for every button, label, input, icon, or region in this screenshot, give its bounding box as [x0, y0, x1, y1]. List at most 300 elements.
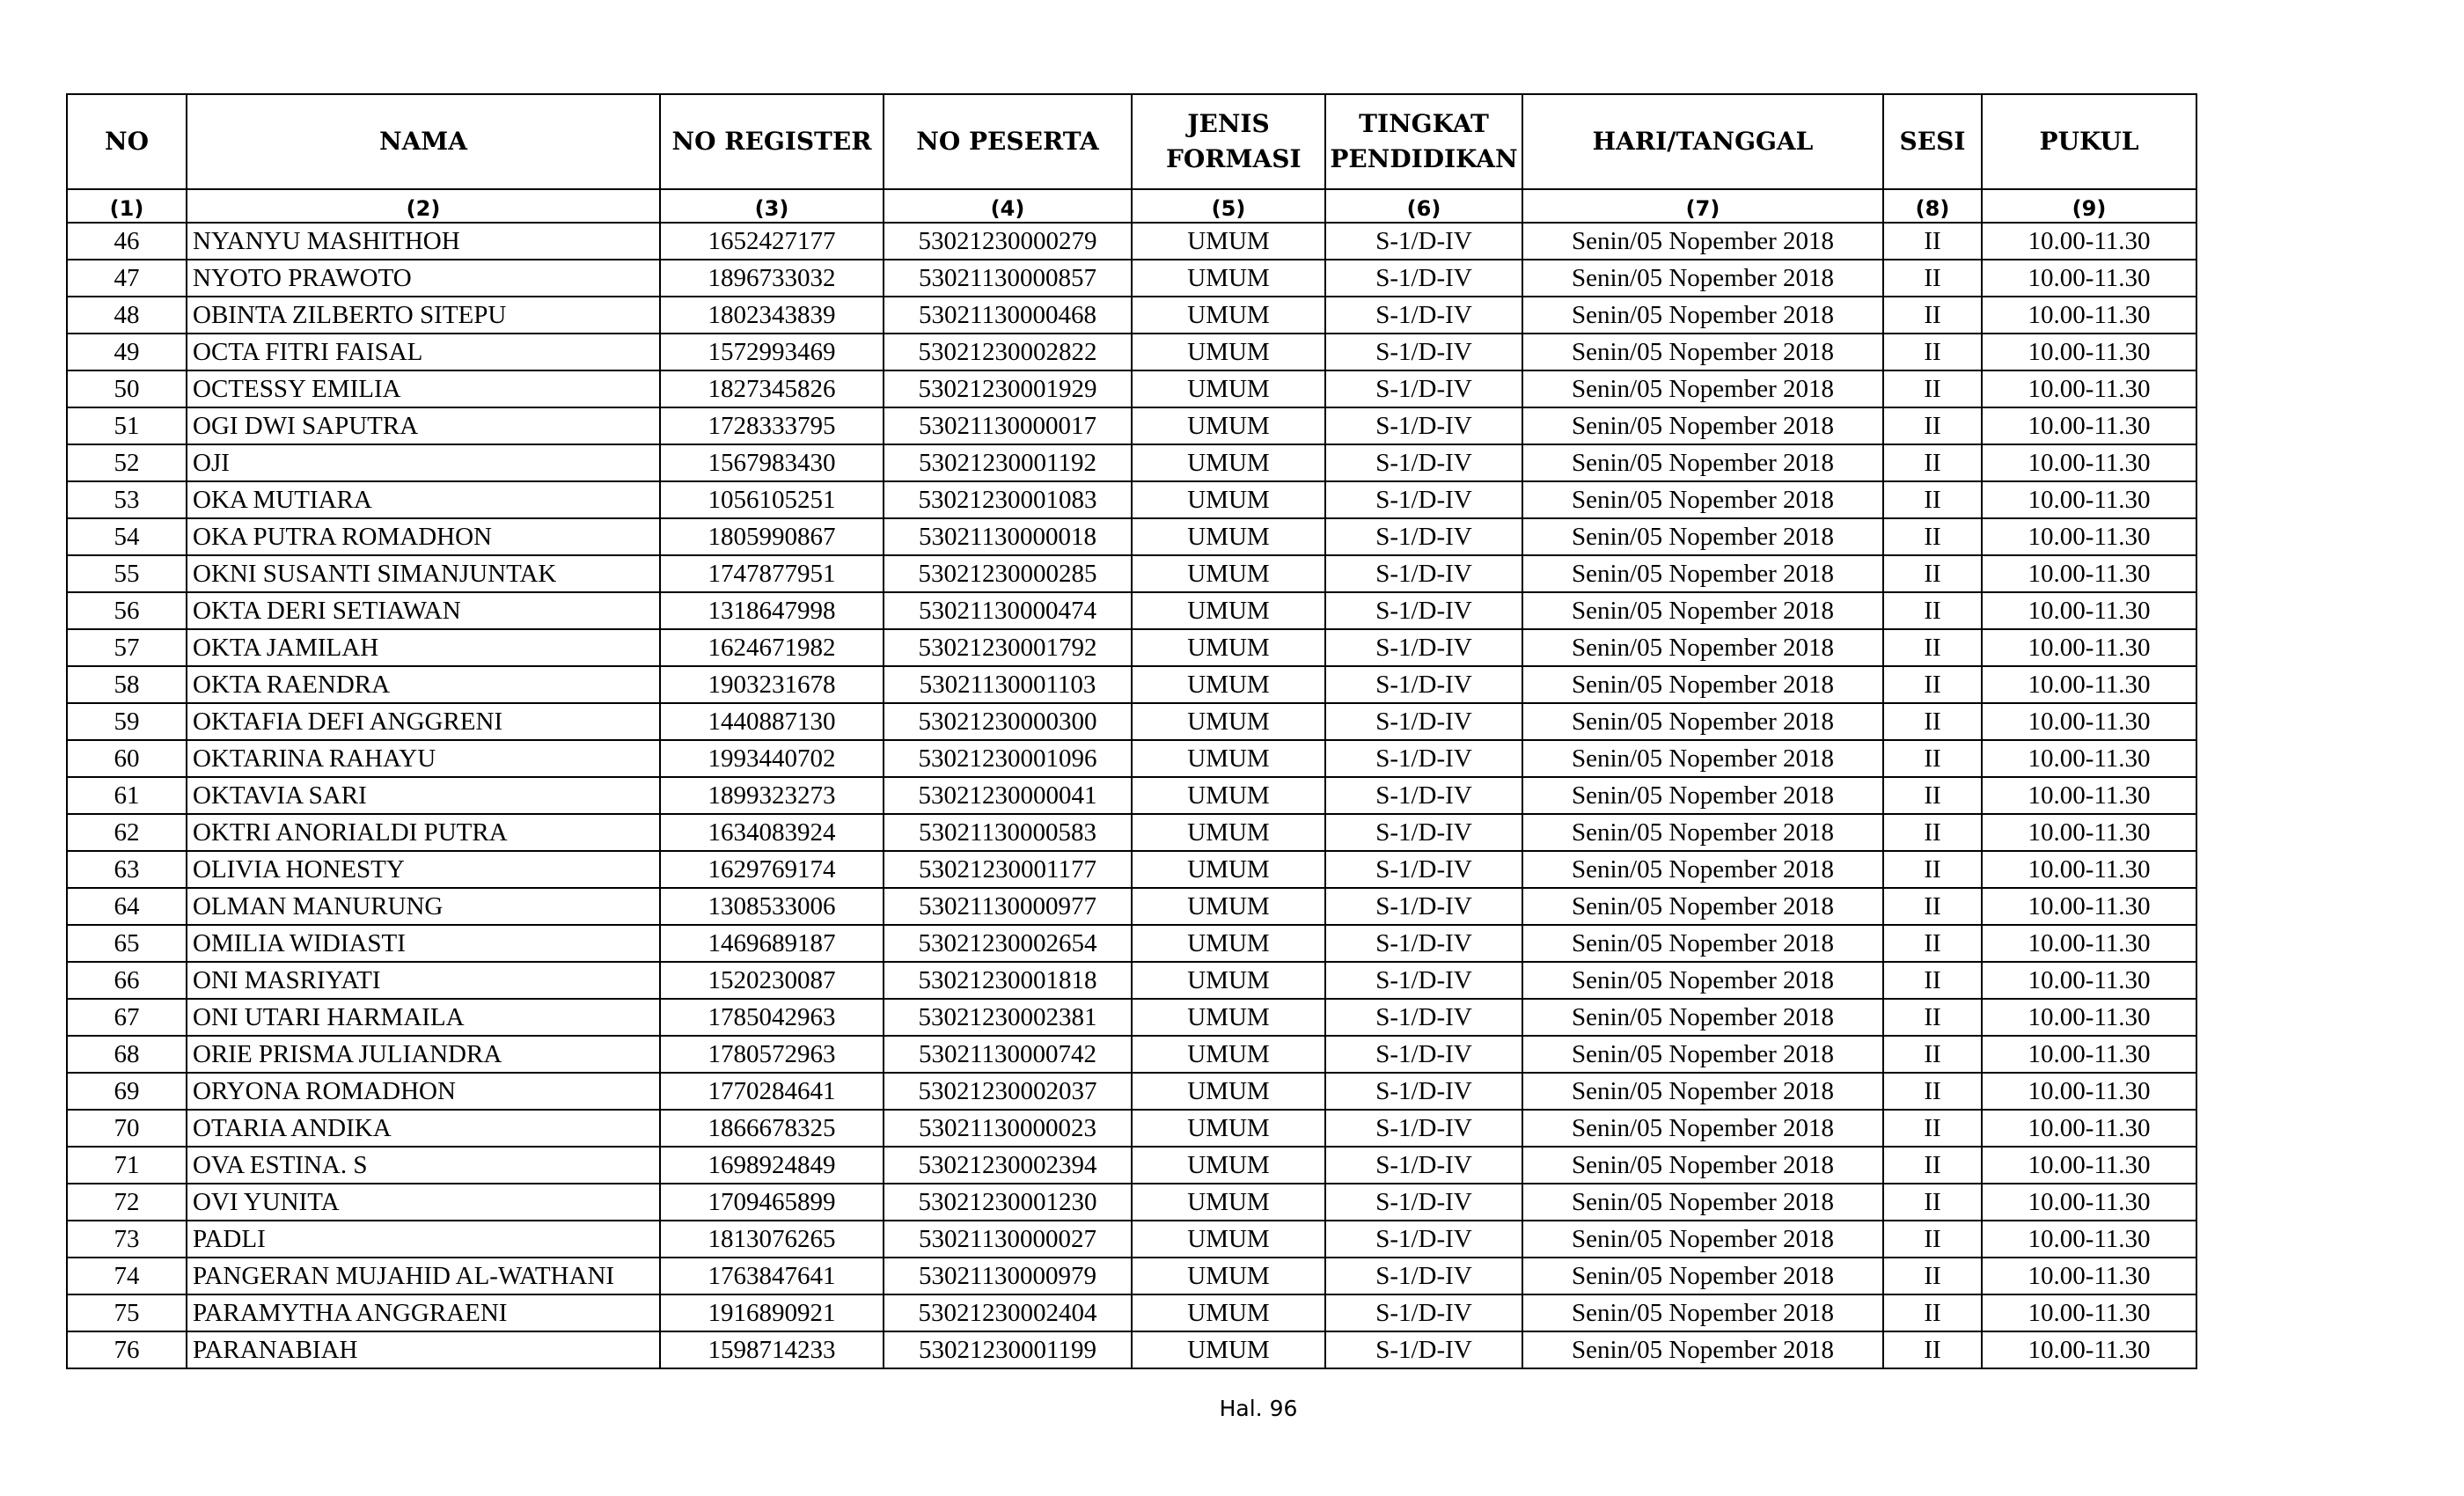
- cell-no: 50: [67, 370, 187, 407]
- cell-jenis-formasi: UMUM: [1132, 1294, 1325, 1331]
- cell-no-register: 1916890921: [660, 1294, 884, 1331]
- cell-jenis-formasi: UMUM: [1132, 260, 1325, 297]
- cell-nama: OKA MUTIARA: [187, 481, 660, 518]
- table-row: [67, 851, 2196, 888]
- column-number: (1): [67, 189, 187, 223]
- table-row: [67, 1221, 2196, 1258]
- page-number: Hal. 96: [1219, 1396, 1298, 1421]
- cell-tingkat-pendidikan: S-1/D-IV: [1325, 1294, 1522, 1331]
- cell-no: 76: [67, 1331, 187, 1368]
- header-hari-tanggal: HARI/TANGGAL: [1522, 94, 1883, 189]
- cell-hari-tanggal: Senin/05 Nopember 2018: [1522, 962, 1883, 999]
- cell-jenis-formasi: UMUM: [1132, 1184, 1325, 1221]
- cell-no-peserta: 53021230000300: [884, 703, 1132, 740]
- table-row: [67, 444, 2196, 481]
- cell-sesi: II: [1883, 814, 1982, 851]
- cell-pukul: 10.00-11.30: [1982, 444, 2196, 481]
- cell-sesi: II: [1883, 592, 1982, 629]
- cell-no-register: 1318647998: [660, 592, 884, 629]
- cell-no: 61: [67, 777, 187, 814]
- cell-pukul: 10.00-11.30: [1982, 407, 2196, 444]
- cell-no-peserta: 53021230001929: [884, 370, 1132, 407]
- cell-sesi: II: [1883, 1147, 1982, 1184]
- table-row: [67, 297, 2196, 334]
- cell-jenis-formasi: UMUM: [1132, 592, 1325, 629]
- cell-hari-tanggal: Senin/05 Nopember 2018: [1522, 629, 1883, 666]
- cell-no-peserta: 53021130000027: [884, 1221, 1132, 1258]
- cell-no-register: 1899323273: [660, 777, 884, 814]
- cell-hari-tanggal: Senin/05 Nopember 2018: [1522, 297, 1883, 334]
- cell-hari-tanggal: Senin/05 Nopember 2018: [1522, 1294, 1883, 1331]
- cell-sesi: II: [1883, 1331, 1982, 1368]
- cell-sesi: II: [1883, 777, 1982, 814]
- cell-no: 48: [67, 297, 187, 334]
- cell-no-peserta: 53021230001792: [884, 629, 1132, 666]
- cell-sesi: II: [1883, 999, 1982, 1036]
- cell-hari-tanggal: Senin/05 Nopember 2018: [1522, 999, 1883, 1036]
- cell-no: 56: [67, 592, 187, 629]
- cell-no: 58: [67, 666, 187, 703]
- cell-pukul: 10.00-11.30: [1982, 999, 2196, 1036]
- cell-hari-tanggal: Senin/05 Nopember 2018: [1522, 1258, 1883, 1294]
- table-row: [67, 999, 2196, 1036]
- cell-nama: PANGERAN MUJAHID AL-WATHANI: [187, 1258, 660, 1294]
- cell-tingkat-pendidikan: S-1/D-IV: [1325, 666, 1522, 703]
- table-body: [67, 223, 2196, 1368]
- cell-no-peserta: 53021130000742: [884, 1036, 1132, 1073]
- cell-pukul: 10.00-11.30: [1982, 1147, 2196, 1184]
- cell-tingkat-pendidikan: S-1/D-IV: [1325, 223, 1522, 260]
- cell-no-register: 1993440702: [660, 740, 884, 777]
- cell-nama: OKTAFIA DEFI ANGGRENI: [187, 703, 660, 740]
- header-no-register: NO REGISTER: [660, 94, 884, 189]
- cell-no: 51: [67, 407, 187, 444]
- cell-no-peserta: 53021230001230: [884, 1184, 1132, 1221]
- cell-pukul: 10.00-11.30: [1982, 1294, 2196, 1331]
- header-jenis-formasi: JENIS FORMASI: [1132, 94, 1325, 189]
- cell-nama: ORIE PRISMA JULIANDRA: [187, 1036, 660, 1073]
- cell-nama: OKTRI ANORIALDI PUTRA: [187, 814, 660, 851]
- cell-pukul: 10.00-11.30: [1982, 740, 2196, 777]
- cell-no-peserta: 53021230001818: [884, 962, 1132, 999]
- cell-hari-tanggal: Senin/05 Nopember 2018: [1522, 223, 1883, 260]
- table-row: [67, 407, 2196, 444]
- cell-sesi: II: [1883, 1221, 1982, 1258]
- cell-no: 60: [67, 740, 187, 777]
- cell-no-peserta: 53021130000018: [884, 518, 1132, 555]
- column-number: (2): [187, 189, 660, 223]
- cell-jenis-formasi: UMUM: [1132, 962, 1325, 999]
- column-number: (4): [884, 189, 1132, 223]
- column-number-row: [67, 189, 2196, 223]
- column-number: (6): [1325, 189, 1522, 223]
- cell-no-register: 1709465899: [660, 1184, 884, 1221]
- cell-hari-tanggal: Senin/05 Nopember 2018: [1522, 666, 1883, 703]
- table-row: [67, 1331, 2196, 1368]
- table-row: [67, 1147, 2196, 1184]
- cell-no-register: 1598714233: [660, 1331, 884, 1368]
- cell-no-peserta: 53021230001096: [884, 740, 1132, 777]
- cell-pukul: 10.00-11.30: [1982, 297, 2196, 334]
- cell-pukul: 10.00-11.30: [1982, 666, 2196, 703]
- table-row: [67, 629, 2196, 666]
- cell-no-register: 1866678325: [660, 1110, 884, 1147]
- cell-nama: OTARIA ANDIKA: [187, 1110, 660, 1147]
- cell-nama: PARAMYTHA ANGGRAENI: [187, 1294, 660, 1331]
- cell-no-register: 1802343839: [660, 297, 884, 334]
- table-row: [67, 666, 2196, 703]
- table-row: [67, 223, 2196, 260]
- cell-no: 74: [67, 1258, 187, 1294]
- table-row: [67, 888, 2196, 925]
- table-row: [67, 555, 2196, 592]
- cell-tingkat-pendidikan: S-1/D-IV: [1325, 740, 1522, 777]
- cell-no-peserta: 53021130000857: [884, 260, 1132, 297]
- cell-pukul: 10.00-11.30: [1982, 334, 2196, 370]
- cell-no: 47: [67, 260, 187, 297]
- cell-no-peserta: 53021130000468: [884, 297, 1132, 334]
- cell-no-register: 1780572963: [660, 1036, 884, 1073]
- cell-nama: OKNI SUSANTI SIMANJUNTAK: [187, 555, 660, 592]
- cell-tingkat-pendidikan: S-1/D-IV: [1325, 1331, 1522, 1368]
- cell-tingkat-pendidikan: S-1/D-IV: [1325, 260, 1522, 297]
- cell-no-peserta: 53021130000977: [884, 888, 1132, 925]
- cell-tingkat-pendidikan: S-1/D-IV: [1325, 925, 1522, 962]
- cell-nama: OKTA JAMILAH: [187, 629, 660, 666]
- cell-no: 59: [67, 703, 187, 740]
- cell-jenis-formasi: UMUM: [1132, 1147, 1325, 1184]
- header-sesi: SESI: [1883, 94, 1982, 189]
- cell-jenis-formasi: UMUM: [1132, 481, 1325, 518]
- cell-no-peserta: 53021230001177: [884, 851, 1132, 888]
- cell-no-register: 1827345826: [660, 370, 884, 407]
- cell-no-register: 1698924849: [660, 1147, 884, 1184]
- cell-jenis-formasi: UMUM: [1132, 1036, 1325, 1073]
- cell-jenis-formasi: UMUM: [1132, 629, 1325, 666]
- cell-jenis-formasi: UMUM: [1132, 851, 1325, 888]
- cell-no: 54: [67, 518, 187, 555]
- cell-hari-tanggal: Senin/05 Nopember 2018: [1522, 334, 1883, 370]
- cell-no: 66: [67, 962, 187, 999]
- table-row: [67, 777, 2196, 814]
- cell-no-register: 1770284641: [660, 1073, 884, 1110]
- cell-hari-tanggal: Senin/05 Nopember 2018: [1522, 370, 1883, 407]
- table-row: [67, 703, 2196, 740]
- cell-no-peserta: 53021130001103: [884, 666, 1132, 703]
- cell-no-register: 1567983430: [660, 444, 884, 481]
- cell-tingkat-pendidikan: S-1/D-IV: [1325, 962, 1522, 999]
- cell-tingkat-pendidikan: S-1/D-IV: [1325, 518, 1522, 555]
- cell-nama: NYANYU MASHITHOH: [187, 223, 660, 260]
- table-row: [67, 1110, 2196, 1147]
- cell-no-register: 1747877951: [660, 555, 884, 592]
- cell-sesi: II: [1883, 555, 1982, 592]
- cell-no-register: 1805990867: [660, 518, 884, 555]
- cell-jenis-formasi: UMUM: [1132, 1110, 1325, 1147]
- cell-hari-tanggal: Senin/05 Nopember 2018: [1522, 1221, 1883, 1258]
- cell-no-register: 1813076265: [660, 1221, 884, 1258]
- cell-no-register: 1728333795: [660, 407, 884, 444]
- cell-sesi: II: [1883, 1036, 1982, 1073]
- cell-no-register: 1629769174: [660, 851, 884, 888]
- cell-sesi: II: [1883, 703, 1982, 740]
- cell-sesi: II: [1883, 223, 1982, 260]
- cell-no: 46: [67, 223, 187, 260]
- cell-hari-tanggal: Senin/05 Nopember 2018: [1522, 851, 1883, 888]
- table-row: [67, 1294, 2196, 1331]
- cell-hari-tanggal: Senin/05 Nopember 2018: [1522, 481, 1883, 518]
- cell-tingkat-pendidikan: S-1/D-IV: [1325, 1036, 1522, 1073]
- cell-sesi: II: [1883, 1184, 1982, 1221]
- cell-no-register: 1572993469: [660, 334, 884, 370]
- cell-hari-tanggal: Senin/05 Nopember 2018: [1522, 444, 1883, 481]
- cell-hari-tanggal: Senin/05 Nopember 2018: [1522, 592, 1883, 629]
- table-row: [67, 962, 2196, 999]
- cell-no-register: 1763847641: [660, 1258, 884, 1294]
- cell-hari-tanggal: Senin/05 Nopember 2018: [1522, 1073, 1883, 1110]
- cell-sesi: II: [1883, 407, 1982, 444]
- cell-tingkat-pendidikan: S-1/D-IV: [1325, 1221, 1522, 1258]
- cell-jenis-formasi: UMUM: [1132, 334, 1325, 370]
- cell-no-peserta: 53021130000017: [884, 407, 1132, 444]
- cell-pukul: 10.00-11.30: [1982, 1110, 2196, 1147]
- column-number: (8): [1883, 189, 1982, 223]
- table-row: [67, 1258, 2196, 1294]
- cell-jenis-formasi: UMUM: [1132, 703, 1325, 740]
- cell-jenis-formasi: UMUM: [1132, 1258, 1325, 1294]
- cell-no-register: 1896733032: [660, 260, 884, 297]
- cell-nama: OJI: [187, 444, 660, 481]
- cell-no-register: 1308533006: [660, 888, 884, 925]
- cell-sesi: II: [1883, 334, 1982, 370]
- cell-jenis-formasi: UMUM: [1132, 740, 1325, 777]
- cell-no-register: 1520230087: [660, 962, 884, 999]
- cell-tingkat-pendidikan: S-1/D-IV: [1325, 1110, 1522, 1147]
- cell-hari-tanggal: Senin/05 Nopember 2018: [1522, 518, 1883, 555]
- cell-sesi: II: [1883, 962, 1982, 999]
- cell-no-peserta: 53021130000583: [884, 814, 1132, 851]
- cell-tingkat-pendidikan: S-1/D-IV: [1325, 555, 1522, 592]
- cell-no: 65: [67, 925, 187, 962]
- table-row: [67, 1073, 2196, 1110]
- cell-tingkat-pendidikan: S-1/D-IV: [1325, 851, 1522, 888]
- cell-sesi: II: [1883, 1294, 1982, 1331]
- cell-hari-tanggal: Senin/05 Nopember 2018: [1522, 407, 1883, 444]
- cell-jenis-formasi: UMUM: [1132, 888, 1325, 925]
- cell-jenis-formasi: UMUM: [1132, 925, 1325, 962]
- cell-tingkat-pendidikan: S-1/D-IV: [1325, 1258, 1522, 1294]
- cell-sesi: II: [1883, 1258, 1982, 1294]
- table-row: [67, 1184, 2196, 1221]
- cell-no: 73: [67, 1221, 187, 1258]
- cell-nama: OVA ESTINA. S: [187, 1147, 660, 1184]
- cell-nama: OBINTA ZILBERTO SITEPU: [187, 297, 660, 334]
- cell-nama: OKTARINA RAHAYU: [187, 740, 660, 777]
- cell-jenis-formasi: UMUM: [1132, 999, 1325, 1036]
- cell-no-register: 1652427177: [660, 223, 884, 260]
- column-number: (5): [1132, 189, 1325, 223]
- cell-pukul: 10.00-11.30: [1982, 925, 2196, 962]
- cell-no-peserta: 53021230000279: [884, 223, 1132, 260]
- cell-no-peserta: 53021230001192: [884, 444, 1132, 481]
- cell-hari-tanggal: Senin/05 Nopember 2018: [1522, 703, 1883, 740]
- cell-hari-tanggal: Senin/05 Nopember 2018: [1522, 740, 1883, 777]
- cell-no-peserta: 53021230000285: [884, 555, 1132, 592]
- cell-pukul: 10.00-11.30: [1982, 777, 2196, 814]
- cell-no-peserta: 53021230002822: [884, 334, 1132, 370]
- cell-nama: NYOTO PRAWOTO: [187, 260, 660, 297]
- cell-nama: PARANABIAH: [187, 1331, 660, 1368]
- cell-no-register: 1469689187: [660, 925, 884, 962]
- cell-no: 49: [67, 334, 187, 370]
- cell-nama: OKTA DERI SETIAWAN: [187, 592, 660, 629]
- header-no: NO: [67, 94, 187, 189]
- cell-tingkat-pendidikan: S-1/D-IV: [1325, 814, 1522, 851]
- cell-no: 71: [67, 1147, 187, 1184]
- cell-no-peserta: 53021130000474: [884, 592, 1132, 629]
- cell-sesi: II: [1883, 481, 1982, 518]
- cell-jenis-formasi: UMUM: [1132, 666, 1325, 703]
- header-tingkat-pendidikan: TINGKAT PENDIDIKAN: [1325, 94, 1522, 189]
- cell-nama: OCTA FITRI FAISAL: [187, 334, 660, 370]
- cell-hari-tanggal: Senin/05 Nopember 2018: [1522, 1036, 1883, 1073]
- cell-tingkat-pendidikan: S-1/D-IV: [1325, 592, 1522, 629]
- cell-pukul: 10.00-11.30: [1982, 703, 2196, 740]
- cell-sesi: II: [1883, 518, 1982, 555]
- cell-no-register: 1056105251: [660, 481, 884, 518]
- cell-sesi: II: [1883, 444, 1982, 481]
- cell-tingkat-pendidikan: S-1/D-IV: [1325, 1147, 1522, 1184]
- cell-tingkat-pendidikan: S-1/D-IV: [1325, 999, 1522, 1036]
- cell-tingkat-pendidikan: S-1/D-IV: [1325, 334, 1522, 370]
- cell-tingkat-pendidikan: S-1/D-IV: [1325, 1073, 1522, 1110]
- cell-pukul: 10.00-11.30: [1982, 629, 2196, 666]
- cell-no-register: 1785042963: [660, 999, 884, 1036]
- cell-hari-tanggal: Senin/05 Nopember 2018: [1522, 814, 1883, 851]
- cell-pukul: 10.00-11.30: [1982, 223, 2196, 260]
- cell-tingkat-pendidikan: S-1/D-IV: [1325, 481, 1522, 518]
- cell-pukul: 10.00-11.30: [1982, 555, 2196, 592]
- cell-pukul: 10.00-11.30: [1982, 814, 2196, 851]
- table-row: [67, 740, 2196, 777]
- cell-no-register: 1903231678: [660, 666, 884, 703]
- cell-jenis-formasi: UMUM: [1132, 444, 1325, 481]
- cell-no: 62: [67, 814, 187, 851]
- cell-sesi: II: [1883, 888, 1982, 925]
- cell-pukul: 10.00-11.30: [1982, 592, 2196, 629]
- cell-tingkat-pendidikan: S-1/D-IV: [1325, 444, 1522, 481]
- cell-nama: OKTAVIA SARI: [187, 777, 660, 814]
- cell-hari-tanggal: Senin/05 Nopember 2018: [1522, 260, 1883, 297]
- cell-nama: OVI YUNITA: [187, 1184, 660, 1221]
- cell-hari-tanggal: Senin/05 Nopember 2018: [1522, 1147, 1883, 1184]
- cell-no-peserta: 53021230002394: [884, 1147, 1132, 1184]
- cell-pukul: 10.00-11.30: [1982, 1073, 2196, 1110]
- cell-tingkat-pendidikan: S-1/D-IV: [1325, 888, 1522, 925]
- cell-hari-tanggal: Senin/05 Nopember 2018: [1522, 1184, 1883, 1221]
- cell-no: 63: [67, 851, 187, 888]
- cell-nama: ONI UTARI HARMAILA: [187, 999, 660, 1036]
- cell-tingkat-pendidikan: S-1/D-IV: [1325, 1184, 1522, 1221]
- table-row: [67, 925, 2196, 962]
- cell-sesi: II: [1883, 666, 1982, 703]
- cell-nama: OKA PUTRA ROMADHON: [187, 518, 660, 555]
- cell-no-register: 1440887130: [660, 703, 884, 740]
- table-row: [67, 1036, 2196, 1073]
- cell-no-peserta: 53021230002381: [884, 999, 1132, 1036]
- cell-no: 69: [67, 1073, 187, 1110]
- cell-jenis-formasi: UMUM: [1132, 370, 1325, 407]
- cell-no-peserta: 53021230002037: [884, 1073, 1132, 1110]
- cell-tingkat-pendidikan: S-1/D-IV: [1325, 370, 1522, 407]
- cell-sesi: II: [1883, 297, 1982, 334]
- cell-no: 67: [67, 999, 187, 1036]
- header-row: [67, 94, 2196, 189]
- cell-no: 57: [67, 629, 187, 666]
- cell-tingkat-pendidikan: S-1/D-IV: [1325, 703, 1522, 740]
- header-pukul: PUKUL: [1982, 94, 2196, 189]
- cell-no-peserta: 53021130000023: [884, 1110, 1132, 1147]
- cell-sesi: II: [1883, 740, 1982, 777]
- header-nama: NAMA: [187, 94, 660, 189]
- cell-pukul: 10.00-11.30: [1982, 260, 2196, 297]
- cell-nama: ONI MASRIYATI: [187, 962, 660, 999]
- cell-hari-tanggal: Senin/05 Nopember 2018: [1522, 1331, 1883, 1368]
- cell-jenis-formasi: UMUM: [1132, 1221, 1325, 1258]
- participant-table: [66, 93, 2197, 1369]
- table-row: [67, 518, 2196, 555]
- cell-no: 68: [67, 1036, 187, 1073]
- cell-no-peserta: 53021130000979: [884, 1258, 1132, 1294]
- cell-hari-tanggal: Senin/05 Nopember 2018: [1522, 925, 1883, 962]
- cell-pukul: 10.00-11.30: [1982, 962, 2196, 999]
- cell-no-peserta: 53021230001083: [884, 481, 1132, 518]
- cell-no-peserta: 53021230001199: [884, 1331, 1132, 1368]
- cell-sesi: II: [1883, 1073, 1982, 1110]
- cell-pukul: 10.00-11.30: [1982, 1221, 2196, 1258]
- cell-no-peserta: 53021230002404: [884, 1294, 1132, 1331]
- cell-jenis-formasi: UMUM: [1132, 518, 1325, 555]
- cell-pukul: 10.00-11.30: [1982, 481, 2196, 518]
- cell-tingkat-pendidikan: S-1/D-IV: [1325, 407, 1522, 444]
- cell-no-register: 1634083924: [660, 814, 884, 851]
- cell-tingkat-pendidikan: S-1/D-IV: [1325, 777, 1522, 814]
- header-no-peserta: NO PESERTA: [884, 94, 1132, 189]
- table-row: [67, 592, 2196, 629]
- cell-nama: OGI DWI SAPUTRA: [187, 407, 660, 444]
- cell-no: 55: [67, 555, 187, 592]
- column-number: (9): [1982, 189, 2196, 223]
- cell-sesi: II: [1883, 260, 1982, 297]
- cell-no: 75: [67, 1294, 187, 1331]
- cell-nama: OKTA RAENDRA: [187, 666, 660, 703]
- cell-nama: OMILIA WIDIASTI: [187, 925, 660, 962]
- cell-jenis-formasi: UMUM: [1132, 223, 1325, 260]
- cell-sesi: II: [1883, 1110, 1982, 1147]
- cell-sesi: II: [1883, 925, 1982, 962]
- cell-nama: ORYONA ROMADHON: [187, 1073, 660, 1110]
- cell-nama: OLMAN MANURUNG: [187, 888, 660, 925]
- cell-no: 72: [67, 1184, 187, 1221]
- cell-jenis-formasi: UMUM: [1132, 1331, 1325, 1368]
- cell-jenis-formasi: UMUM: [1132, 407, 1325, 444]
- cell-hari-tanggal: Senin/05 Nopember 2018: [1522, 1110, 1883, 1147]
- cell-jenis-formasi: UMUM: [1132, 1073, 1325, 1110]
- cell-no: 52: [67, 444, 187, 481]
- cell-sesi: II: [1883, 370, 1982, 407]
- cell-pukul: 10.00-11.30: [1982, 1036, 2196, 1073]
- cell-pukul: 10.00-11.30: [1982, 1258, 2196, 1294]
